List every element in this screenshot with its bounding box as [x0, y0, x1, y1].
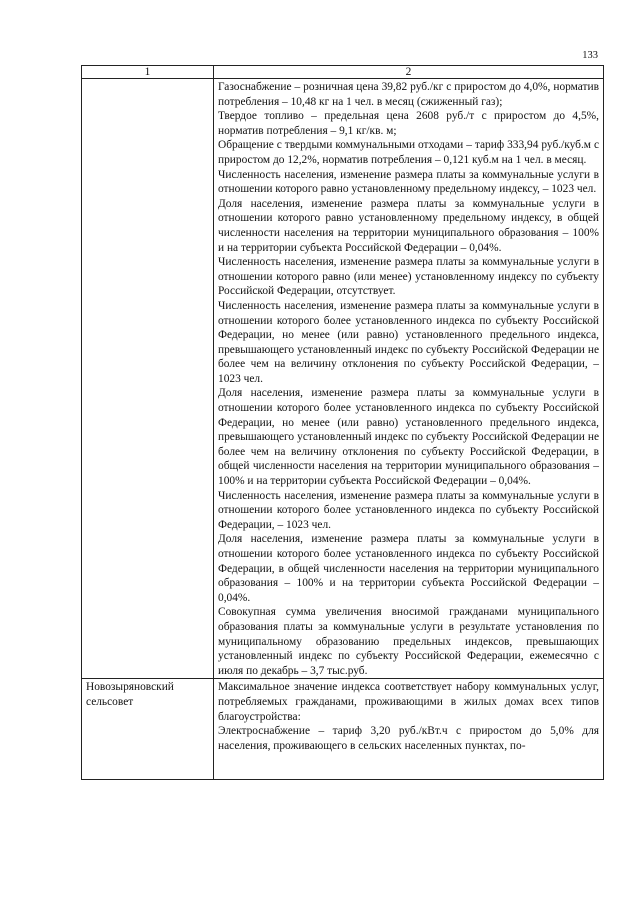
- paragraph-share-above-index: Доля населения, изменение размера платы за коммунальные услуги в отношении которого более установленного индекса по субъекту Российской Федерации, в общей численности населения на территории муниципального образования – 100% и на территории субъекта Российской Федерации – 0,04%.: [218, 533, 599, 604]
- table-row: [82, 679, 604, 780]
- paragraph-solid-waste: Обращение с твердыми коммунальными отходами – тариф 333,94 руб./куб.м с приростом до 12,2%, норматив потребления – 0,121 куб.м на 1 чел. в месяц.: [218, 139, 599, 166]
- paragraph-solid-fuel: Твердое топливо – предельная цена 2608 руб./т с приростом до 4,5%, норматив потребления – 9,1 кг/кв. м;: [218, 110, 599, 137]
- paragraph-population-less-index: Численность населения, изменение размера платы за коммунальные услуги в отношении которого равно (или менее) установленному индексу по субъекту Российской Федерации, отсутствует.: [218, 256, 599, 298]
- municipality-name: Новозыряновский сельсовет: [86, 681, 174, 708]
- paragraph-population-above-index: Численность населения, изменение размера платы за коммунальные услуги в отношении которого более установленного индекса по субъекту Российской Федерации, – 1023 чел.: [218, 489, 599, 531]
- table-header-row: [82, 66, 604, 79]
- paragraph-share-above-within-deviation: Доля населения, изменение размера платы за коммунальные услуги в отношении которого более установленного индекса по субъекту Российской Федерации, но менее (или равно) установленного предельного индекса, превышающего установленный индекс по субъекту Российской Федерации не более чем на величину отклонения по субъекту Российской Федерации, в общей численности населения на территории муниципального образования – 100% и на территории субъекта Российской Федерации – 0,04%.: [218, 387, 599, 488]
- paragraph-total-increase: Совокупная сумма увеличения вносимой гражданами муниципального образования платы за коммунальные услуги в результате установления по муниципальному образованию предельных индексов, превышающих установленный индекс по субъекту Российской Федерации, ежемесячно с июля по декабрь – 3,7 тыс.руб.: [218, 606, 599, 677]
- column-header-2: 2: [214, 66, 604, 79]
- description-cell: [214, 79, 604, 679]
- paragraph-max-index: Максимальное значение индекса соответствует набору коммунальных услуг, потребляемых гражданами, проживающими в жилых домах всех типов благоустройства:: [218, 681, 599, 723]
- paragraph-share-equal-index: Доля населения, изменение размера платы за коммунальные услуги в отношении которого равно установленному предельному индексу, в общей численности населения на территории муниципального образования – 100% и на территории субъекта Российской Федерации – 0,04%.: [218, 197, 599, 254]
- page-number: 133: [582, 50, 598, 61]
- paragraph-electricity: Электроснабжение – тариф 3,20 руб./кВт.ч с приростом до 5,0% для населения, проживающего в сельских населенных пунктах, по-: [218, 725, 599, 752]
- paragraph-gas-supply: Газоснабжение – розничная цена 39,82 руб./кг с приростом до 4,0%, норматив потребления – 10,48 кг на 1 чел. в месяц (сжиженный газ);: [218, 81, 599, 108]
- municipality-cell: [82, 679, 214, 780]
- paragraph-population-equal-index: Численность населения, изменение размера платы за коммунальные услуги в отношении которого равно установленному предельному индексу, – 1023 чел.: [218, 168, 599, 196]
- municipality-cell-empty: [82, 79, 214, 679]
- indices-table: [81, 65, 604, 780]
- description-cell: [214, 679, 604, 780]
- table-row: [82, 79, 604, 679]
- column-header-1: 1: [82, 66, 214, 79]
- paragraph-population-above-within-deviation: Численность населения, изменение размера платы за коммунальные услуги в отношении которого более установленного индекса по субъекту Российской Федерации, но менее (или равно) установленного предельного индекса, превышающего установленный индекс по субъекту Российской Федерации не более чем на величину отклонения по субъекту Российской Федерации, – 1023 чел.: [218, 299, 599, 385]
